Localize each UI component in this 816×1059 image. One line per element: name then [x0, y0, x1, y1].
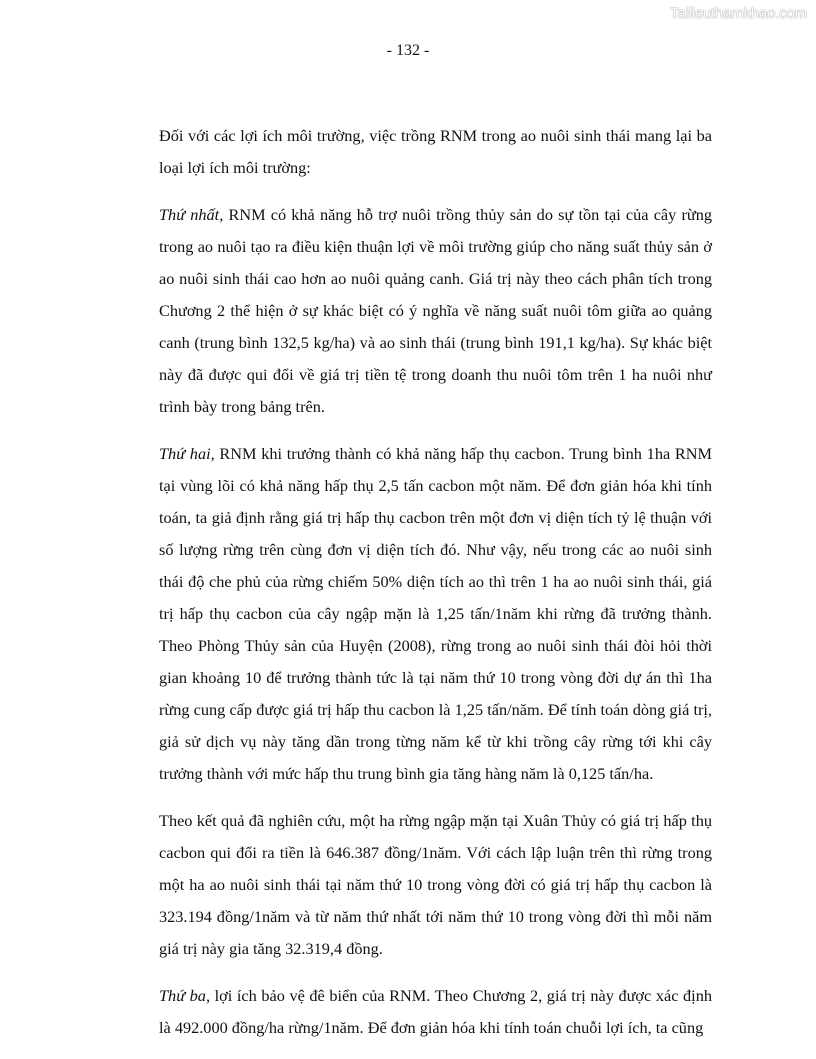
paragraph-intro [159, 120, 712, 184]
paragraph-lead: Thứ nhất [159, 205, 220, 224]
paragraph-text: Đối với các lợi ích môi trường, việc trồng RNM trong ao nuôi sinh thái mang lại ba loại lợi ích môi trường: [159, 126, 712, 177]
paragraph-lead: Thứ hai [159, 444, 211, 463]
paragraph-carbon-value [159, 805, 712, 965]
paragraph-lead: Thứ ba [159, 986, 206, 1005]
watermark: Tailieuthamkhao.com [669, 5, 807, 22]
paragraph-third-benefit [159, 980, 712, 1044]
page-number: - 132 - [386, 42, 430, 59]
document-body [159, 120, 712, 1059]
paragraph-text: , lợi ích bảo vệ đê biển của RNM. Theo Chương 2, giá trị này được xác định là 492.000 đồng/ha rừng/1năm. Để đơn giản hóa khi tính toán chuỗi lợi ích, ta cũng [159, 986, 712, 1037]
paragraph-text: , RNM khi trưởng thành có khả năng hấp thụ cacbon. Trung bình 1ha RNM tại vùng lõi có khả năng hấp thụ 2,5 tấn cacbon một năm. Để đơn giản hóa khi tính toán, ta giả định rằng giá trị hấp thụ cacbon trên một đơn vị diện tích tỷ lệ thuận với số lượng rừng trên cùng đơn vị diện tích đó. Như vậy, nếu trong các ao nuôi sinh thái độ che phủ của rừng chiếm 50% diện tích ao thì trên 1 ha ao nuôi sinh thái, giá trị hấp thụ cacbon của cây ngập mặn là 1,25 tấn/1năm khi rừng đã trưởng thành. Theo Phòng Thủy sản của Huyện (2008), rừng trong ao nuôi sinh thái đòi hỏi thời gian khoảng 10 để trưởng thành tức là tại năm thứ 10 trong vòng đời dự án thì 1ha rừng cung cấp được giá trị hấp thu cacbon là 1,25 tấn/năm. Để tính toán dòng giá trị, giả sử dịch vụ này tăng dần trong từng năm kể từ khi trồng cây rừng tới khi cây trưởng thành với mức hấp thu trung bình gia tăng hàng năm là 0,125 tấn/ha. [159, 444, 712, 783]
paragraph-text: , RNM có khả năng hỗ trợ nuôi trồng thủy sản do sự tồn tại của cây rừng trong ao nuôi tạo ra điều kiện thuận lợi về môi trường giúp cho năng suất thủy sản ở ao nuôi sinh thái cao hơn ao nuôi quảng canh. Giá trị này theo cách phân tích trong Chương 2 thể hiện ở sự khác biệt có ý nghĩa về năng suất nuôi tôm giữa ao quảng canh (trung bình 132,5 kg/ha) và ao sinh thái (trung bình 191,1 kg/ha). Sự khác biệt này đã được qui đổi về giá trị tiền tệ trong doanh thu nuôi tôm trên 1 ha nuôi như trình bày trong bảng trên. [159, 205, 712, 416]
paragraph-text: Theo kết quả đã nghiên cứu, một ha rừng ngập mặn tại Xuân Thủy có giá trị hấp thụ cacbon qui đổi ra tiền là 646.387 đồng/1năm. Với cách lập luận trên thì rừng trong một ha ao nuôi sinh thái tại năm thứ 10 trong vòng đời có giá trị hấp thụ cacbon là 323.194 đồng/1năm và từ năm thứ nhất tới năm thứ 10 trong vòng đời thì mỗi năm giá trị này gia tăng 32.319,4 đồng. [159, 811, 712, 958]
paragraph-second-benefit [159, 438, 712, 790]
paragraph-first-benefit [159, 199, 712, 423]
